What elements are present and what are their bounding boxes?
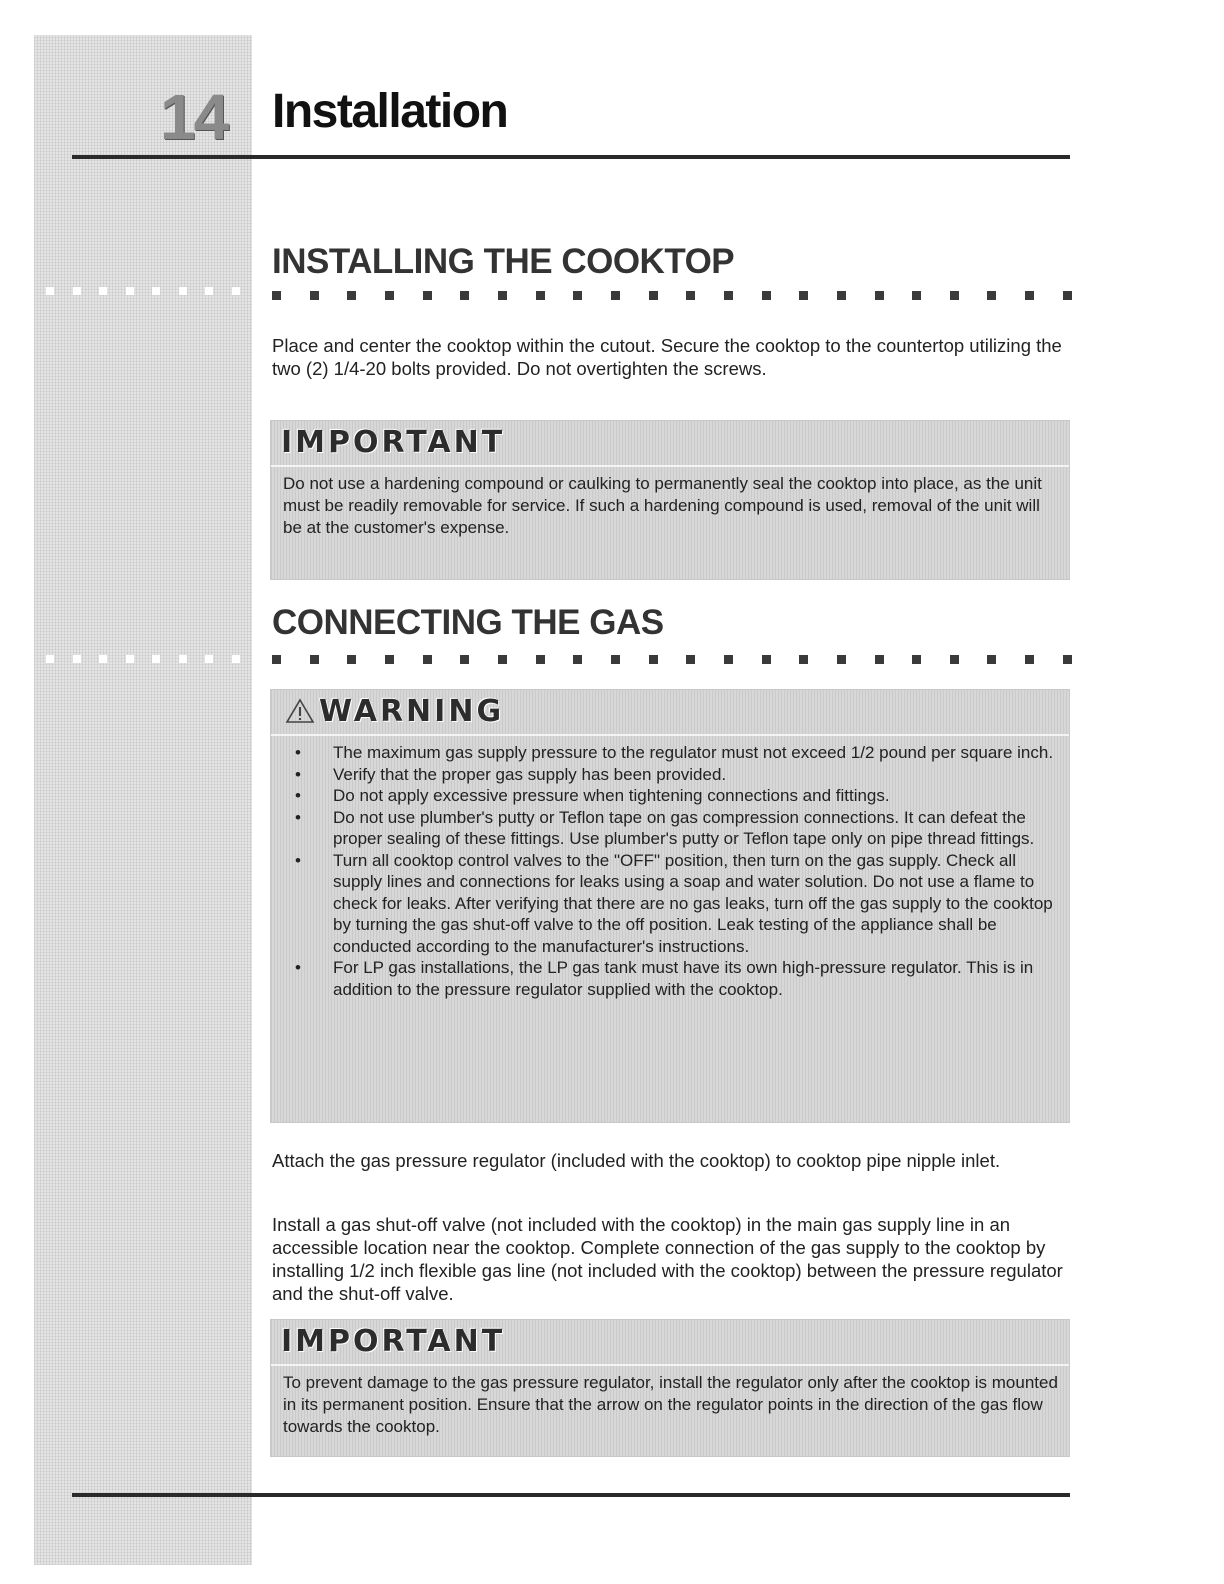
important-text: Do not use a hardening compound or caulking to permanently seal the cooktop into place, as the unit must be readily removable for service. If such a hardening compound is used, removal of the unit will be at the customer's expense. — [271, 465, 1069, 539]
important-notice — [270, 420, 1070, 580]
header-rule — [72, 155, 1070, 159]
warning-item: • Verify that the proper gas supply has been provided. — [295, 764, 727, 784]
important-title: IMPORTANT — [281, 1324, 506, 1359]
page-title: Installation — [272, 85, 508, 138]
warning-header — [271, 690, 1069, 734]
warning-item: • For LP gas installations, the LP gas tank must have its own high-pressure regulator. This is in addition to the pressure regulator supplied with the cooktop. — [295, 958, 1034, 999]
warning-item-text: Do not apply excessive pressure when tightening connections and fittings. — [333, 786, 890, 805]
sidebar-dot-row — [34, 287, 252, 297]
section-dot-divider — [272, 655, 1072, 665]
section-heading-installing: INSTALLING THE COOKTOP — [272, 242, 735, 281]
page-number: 14 — [160, 81, 228, 153]
section-heading-connecting: CONNECTING THE GAS — [272, 603, 664, 642]
warning-triangle-icon — [285, 697, 315, 732]
important-text: To prevent damage to the gas pressure regulator, install the regulator only after the cooktop is mounted in its permanent position. Ensure that the arrow on the regulator points in the direction of the gas flow towards the cooktop. — [271, 1364, 1069, 1438]
warning-item-text: For LP gas installations, the LP gas tank must have its own high-pressure regulator. This is in addition to the pressure regulator supplied with the cooktop. — [333, 958, 1034, 999]
regulator-paragraph: Attach the gas pressure regulator (included with the cooktop) to cooktop pipe nipple inlet. — [272, 1150, 1001, 1171]
warning-item: • Do not use plumber's putty or Teflon tape on gas compression connections. It can defeat the proper sealing of these fittings. Use plumber's putty or Teflon tape only on pipe thread fittings. — [295, 807, 1035, 848]
section-dot-divider — [272, 291, 1072, 301]
warning-item: • The maximum gas supply pressure to the regulator must not exceed 1/2 pound per square inch. — [295, 743, 1054, 762]
warning-item: • Do not apply excessive pressure when tightening connections and fittings. — [295, 786, 890, 805]
footer-rule — [72, 1493, 1070, 1497]
warning-item-text: Turn all cooktop control valves to the "OFF" position, then turn on the gas supply. Check all supply lines and connections for leaks using a soap and water solution. Do not use a flame to check for leaks. After verifying that there are no gas leaks, turn off the gas supply to the cooktop by turning the gas shut-off valve to the off position. Leak testing of the appliance shall be conducted according to the manufacturer's instructions. — [333, 850, 1053, 956]
important-notice-gas — [270, 1319, 1070, 1457]
warning-item-text: The maximum gas supply pressure to the regulator must not exceed 1/2 pound per square inch. — [333, 743, 1054, 762]
sidebar-dot-row — [34, 655, 252, 665]
warning-notice — [270, 689, 1070, 1123]
install-paragraph: Place and center the cooktop within the cutout. Secure the cooktop to the countertop utilizing the two (2) 1/4-20 bolts provided. Do not overtighten the screws. — [272, 335, 1062, 379]
warning-item-text: Verify that the proper gas supply has been provided. — [333, 764, 727, 784]
warning-title: WARNING — [319, 694, 505, 729]
warning-item: • Turn all cooktop control valves to the "OFF" position, then turn on the gas supply. Check all supply lines and connections for leaks using a soap and water solution. Do not use a flame to check for leaks. After verifying that there are no gas leaks, turn off the gas supply to the cooktop by turning the gas shut-off valve to the off position. Leak testing of the appliance shall be conducted according to the manufacturer's instructions. — [295, 850, 1053, 956]
shutoff-paragraph: Install a gas shut-off valve (not included with the cooktop) in the main gas supply line in an accessible location near the cooktop. Complete connection of the gas supply to the cooktop by installing 1/2 inch flexible gas line (not included with the cooktop) between the pressure regulator and the shut-off valve. — [272, 1214, 1063, 1304]
warning-item-text: Do not use plumber's putty or Teflon tape on gas compression connections. It can defeat the proper sealing of these fittings. Use plumber's putty or Teflon tape only on pipe thread fittings. — [333, 807, 1035, 848]
important-title: IMPORTANT — [281, 425, 506, 460]
sidebar-panel — [34, 35, 252, 1565]
warning-list — [271, 734, 1069, 1008]
